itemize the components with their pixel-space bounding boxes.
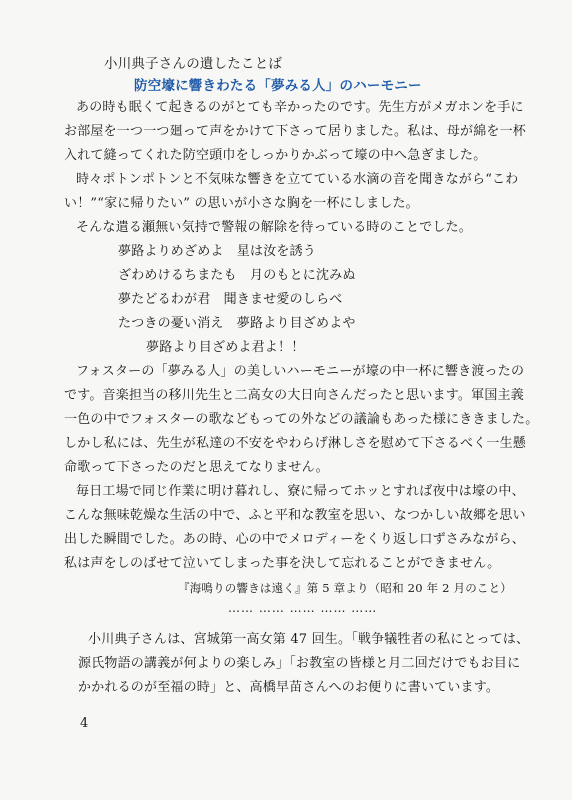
poem-line: ざわめけるちまたも 月のもとに沈みぬ bbox=[118, 268, 356, 283]
source-citation: 『海鳴りの響きは遠く』第 5 章より（昭和 20 年 2 月のこと） bbox=[178, 581, 512, 595]
paragraph-line: しかし私には、先生が私達の不安をやわらげ淋しさを慰めて下さるべく一生懸 bbox=[64, 436, 527, 451]
document-title: 小川典子さんの遺したことば bbox=[104, 56, 283, 72]
paragraph-line: 一色の中でフォスターの歌などもっての外などの議論もあった様にききました。 bbox=[64, 412, 539, 427]
paragraph-line: い！”“家に帰りたい” の思いが小さな胸を一杯にしました。 bbox=[64, 196, 419, 211]
paragraph-line: 毎日工場で同じ作業に明け暮れし、寮に帰ってホッとすれば夜中は壕の中、 bbox=[76, 484, 525, 499]
document-subtitle: 防空壕に響きわたる「夢みる人」のハーモニー bbox=[134, 78, 422, 94]
paragraph-line: 出した瞬間でした。あの時、心の中でメロディーをくり返し口ずさみながら、 bbox=[64, 532, 525, 547]
poem-line: 夢路よりめざめよ 星は汝を誘う bbox=[118, 244, 317, 259]
paragraph-line: 源氏物語の講義が何よりの楽しみ」「お教室の皆様と月二回だけでもお目に bbox=[78, 656, 521, 671]
paragraph-line: 命歌って下さったのだと思えてなりません。 bbox=[64, 460, 329, 475]
paragraph-line: そんな遣る瀬無い気持で警報の解除を待っている時のことでした。 bbox=[76, 220, 473, 235]
paragraph-line: かかれるのが至福の時」と、高橋早苗さんへのお便りに書いています。 bbox=[78, 680, 500, 695]
paragraph-line: フォスターの「夢みる人」の美しいハーモニーが壕の中一杯に響き渡ったの bbox=[76, 364, 525, 379]
ellipsis-separator: …… …… …… …… …… bbox=[228, 601, 378, 615]
poem-line: 夢たどるわが君 聞きませ愛のしらべ bbox=[118, 292, 343, 307]
paragraph-line: 私は声をしのばせて泣いてしまった事を決して忘れることができません。 bbox=[64, 556, 501, 571]
paragraph-line: お部屋を一つ一つ廻って声をかけて下さって居りました。私は、母が綿を一杯 bbox=[64, 124, 527, 139]
paragraph-line: 小川典子さんは、宮城第一高女第 47 回生。「戦争犠牲者の私にとっては、 bbox=[88, 632, 530, 647]
poem-line: 夢路より目ざめよ君よ！！ bbox=[146, 340, 305, 355]
paragraph-line: 時々ポトンポトンと不気味な響きを立てている水滴の音を聞きながら“こわ bbox=[76, 172, 519, 187]
paragraph-line: こんな無味乾燥な生活の中で、ふと平和な教室を思い、なつかしい故郷を思い bbox=[64, 508, 526, 523]
paragraph-line: です。音楽担当の移川先生と二高女の大日向さんだったと思います。軍国主義 bbox=[64, 388, 524, 403]
poem-line: たつきの憂い消え 夢路より目ざめよや bbox=[118, 316, 356, 331]
paragraph-line: あの時も眠くて起きるのがとても辛かったのです。先生方がメガホンを手に bbox=[76, 100, 524, 115]
paragraph-line: 入れて縫ってくれた防空頭巾をしっかりかぶって壕の中へ急ぎました。 bbox=[64, 148, 487, 163]
page-number: 4 bbox=[80, 716, 89, 731]
